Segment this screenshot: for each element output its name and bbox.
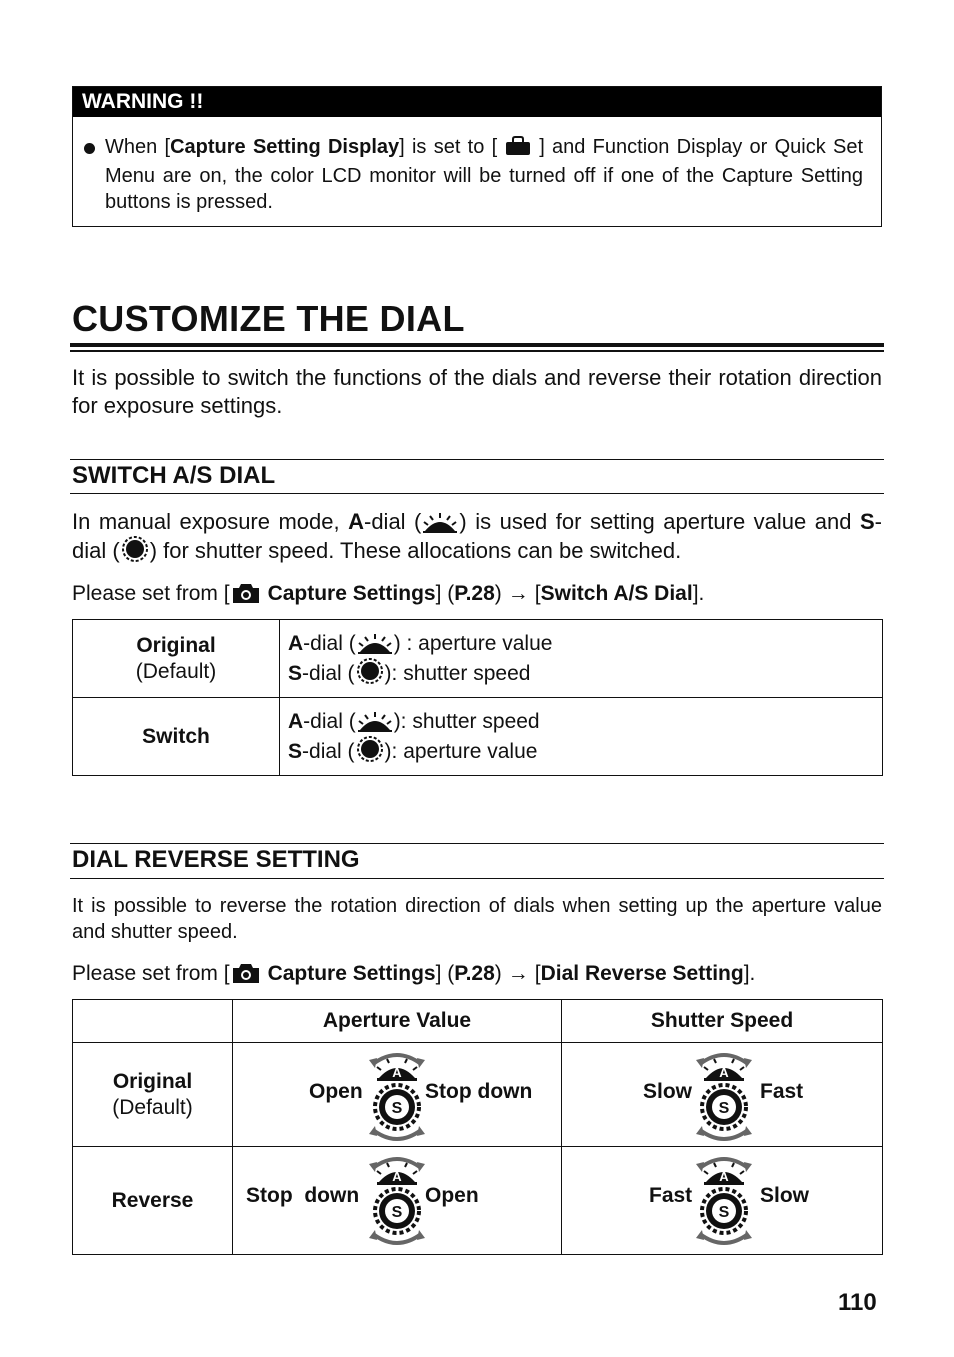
page-title: CUSTOMIZE THE DIAL — [72, 298, 465, 339]
dial-combo-icon — [367, 1048, 427, 1144]
table-header-row — [73, 1000, 883, 1043]
switch-table — [72, 619, 883, 776]
section-rule-bottom — [70, 878, 884, 879]
dial-combo-icon — [694, 1152, 754, 1248]
page-number: 110 — [838, 1289, 877, 1316]
column-header: Shutter Speed — [562, 1000, 883, 1043]
warning-header: WARNING !! — [73, 87, 881, 117]
arrow-icon: → — [507, 962, 529, 985]
warning-box — [72, 86, 882, 227]
s-dial-icon — [122, 536, 148, 562]
reverse-section-heading: DIAL REVERSE SETTING — [72, 846, 360, 873]
dial-combo-icon — [694, 1048, 754, 1144]
a-dial-icon — [358, 710, 392, 732]
warning-body: When [Capture Setting Display] is set to [ ] and Function Display or Quick Set Menu are on, the color LCD monitor will be turned off if one of the Capture Setting buttons is pressed. — [73, 117, 881, 215]
camera-icon — [232, 582, 260, 604]
s-dial-icon — [357, 658, 383, 684]
s-dial-icon — [357, 736, 383, 762]
bullet-icon — [84, 143, 95, 154]
section-rule-top — [70, 459, 884, 460]
intro-paragraph: It is possible to switch the functions of the dials and reverse their rotation direction for exposure settings. — [72, 365, 882, 418]
switch-section-heading: SWITCH A/S DIAL — [72, 462, 276, 489]
arrow-icon: → — [507, 582, 529, 605]
table-row: Reverse Stop down Open Fast Slow — [73, 1147, 883, 1255]
reverse-paragraph: It is possible to reverse the rotation direction of dials when setting up the aperture value and shutter speed. — [72, 895, 882, 943]
title-rule — [70, 343, 884, 347]
reverse-table — [72, 999, 883, 1255]
bag-icon — [505, 136, 531, 163]
dial-combo-icon — [367, 1152, 427, 1248]
a-dial-icon — [358, 632, 392, 654]
title-rule-thin — [70, 350, 884, 352]
camera-icon — [232, 962, 260, 984]
section-rule-bottom — [70, 493, 884, 494]
section-rule-top — [70, 843, 884, 844]
table-row: Switch A-dial ( ): shutter speed S-dial ( ): aperture value — [73, 698, 883, 776]
a-dial-icon — [423, 511, 457, 533]
switch-paragraph: In manual exposure mode, A-dial ( ) is used for setting aperture value and S-dial ( ) for shutter speed. These allocations can be switched. — [72, 509, 882, 563]
switch-menu-path: Please set from [ Capture Settings] (P.28) → [Switch A/S Dial]. — [72, 582, 705, 605]
setting-name: Capture Setting Display — [170, 136, 400, 158]
table-row: Original (Default) Open Stop down Slow Fast — [73, 1043, 883, 1147]
column-header: Aperture Value — [233, 1000, 562, 1043]
reverse-menu-path: Please set from [ Capture Settings] (P.28) → [Dial Reverse Setting]. — [72, 962, 756, 985]
table-row: Original (Default) A-dial ( ) : aperture value S-dial ( ): shutter speed — [73, 620, 883, 698]
